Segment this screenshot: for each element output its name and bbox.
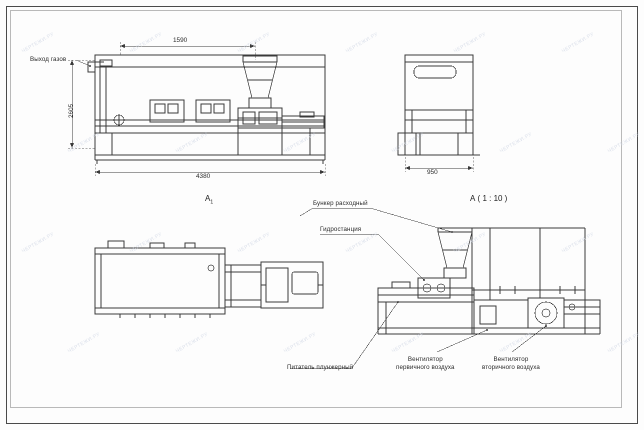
label-secondary-air-fan-line2: вторичного воздуха	[482, 363, 540, 371]
dimension-bottom-length: 4380	[196, 173, 211, 180]
label-primary-air-fan-line1: Вентилятор	[407, 356, 443, 363]
label-secondary-air-fan-line1: Вентилятор	[493, 356, 529, 363]
label-gas-outlet: Выход газов	[30, 56, 67, 63]
watermark-text: ЧЕРТЕЖИ.РУ	[66, 331, 102, 355]
view-title-front	[205, 194, 213, 206]
watermark-text: ЧЕРТЕЖИ.РУ	[344, 231, 380, 255]
watermark-text: ЧЕРТЕЖИ.РУ	[282, 331, 318, 355]
watermark-text: ЧЕРТЕЖИ.РУ	[128, 231, 164, 255]
label-secondary-air-fan	[482, 356, 540, 372]
view-title-detail: А ( 1 : 10 )	[470, 194, 508, 203]
label-hopper: Бункер расходный	[313, 200, 368, 207]
watermark-text: ЧЕРТЕЖИ.РУ	[498, 131, 534, 155]
watermark-text: ЧЕРТЕЖИ.РУ	[560, 31, 596, 55]
watermark-text: ЧЕРТЕЖИ.РУ	[606, 331, 642, 355]
watermark-text: ЧЕРТЕЖИ.РУ	[66, 131, 102, 155]
label-plunger-feeder: Питатель плунжерный	[287, 364, 354, 371]
watermark-text: ЧЕРТЕЖИ.РУ	[282, 131, 318, 155]
watermark-text: ЧЕРТЕЖИ.РУ	[452, 231, 488, 255]
watermark-text: ЧЕРТЕЖИ.РУ	[20, 31, 56, 55]
dimension-side-width: 950	[427, 169, 438, 176]
view-title-front-letter: А	[205, 194, 211, 203]
watermark-text: ЧЕРТЕЖИ.РУ	[344, 31, 380, 55]
watermark-text: ЧЕРТЕЖИ.РУ	[498, 331, 534, 355]
watermark-text: ЧЕРТЕЖИ.РУ	[606, 131, 642, 155]
watermark-text: ЧЕРТЕЖИ.РУ	[236, 31, 272, 55]
watermark-text: ЧЕРТЕЖИ.РУ	[174, 331, 210, 355]
label-primary-air-fan	[396, 356, 455, 372]
watermark-text: ЧЕРТЕЖИ.РУ	[236, 231, 272, 255]
watermark-text: ЧЕРТЕЖИ.РУ	[174, 131, 210, 155]
watermark-text: ЧЕРТЕЖИ.РУ	[390, 331, 426, 355]
label-hydrostation: Гидростанция	[320, 226, 362, 233]
watermark-text: ЧЕРТЕЖИ.РУ	[560, 231, 596, 255]
view-title-front-sub: 1	[210, 199, 214, 206]
watermark-text: ЧЕРТЕЖИ.РУ	[20, 231, 56, 255]
dimension-top-width: 1590	[173, 37, 188, 44]
watermark-text: ЧЕРТЕЖИ.РУ	[452, 31, 488, 55]
watermark-text: ЧЕРТЕЖИ.РУ	[390, 131, 426, 155]
label-primary-air-fan-line2: первичного воздуха	[396, 363, 455, 371]
dimension-left-height: 2605	[68, 103, 75, 118]
watermark-text: ЧЕРТЕЖИ.РУ	[128, 31, 164, 55]
